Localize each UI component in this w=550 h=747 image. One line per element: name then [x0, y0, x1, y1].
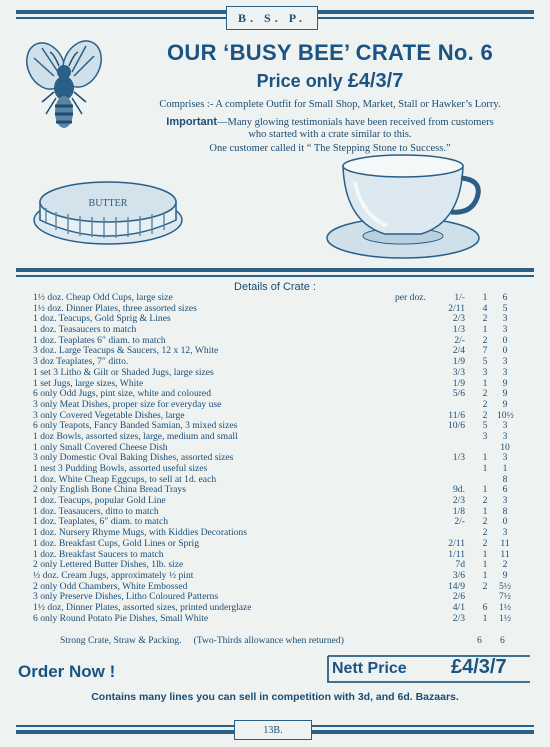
order-now-text: Order Now ! [18, 662, 116, 681]
price-line [120, 70, 540, 93]
list-item: 3 only Covered Vegetable Dishes, large 11/6 2 10½ [33, 409, 514, 421]
crate-line [60, 635, 344, 646]
list-item: 1 set 3 Litho & Gilt or Shaded Jugs, large sizes 3/3 3 3 [33, 366, 508, 378]
list-item: 1 set Jugs, large sizes, White 1/9 1 9 [33, 377, 508, 389]
list-item: 1 doz. Teaplates, 6″ diam. to match 2/- 2 0 [33, 516, 508, 528]
list-item: 1½ doz, Dinner Plates, assorted sizes, printed underglaze 4/1 6 1½ [33, 601, 511, 613]
list-item: 1 nest 3 Pudding Bowls, assorted useful sizes 1 1 [33, 463, 508, 474]
list-item: 1 doz. Teacups, Gold Sprig & Lines 2/3 2 3 [33, 313, 508, 325]
list-item: 2 only Odd Chambers, White Embossed 14/9 2 5½ [33, 580, 511, 592]
list-item: ½ doz. Cream Jugs, approximately ½ pint 3/6 1 9 [33, 569, 508, 581]
list-item: 6 only Teapots, Fancy Banded Samian, 3 mixed sizes 10/6 5 3 [33, 420, 508, 432]
mid-rule-thick [16, 268, 534, 272]
list-item: 3 only Domestic Oval Baking Dishes, assorted sizes 1/3 1 3 [33, 452, 508, 464]
list-item: 2 only English Bone China Bread Trays 9d. 1 6 [33, 484, 508, 496]
page-number: 13B. [234, 720, 312, 740]
important-text-2: who started with a crate similar to this. [248, 129, 412, 140]
list-item: 1 doz. Breakfast Saucers to match 1/11 1 11 [33, 548, 510, 560]
list-item: 3 doz Teaplates, 7″ ditto. 1/9 5 3 [33, 356, 508, 368]
list-item: 3 only Preserve Dishes, Litho Coloured Patterns 2/6 7½ [33, 591, 511, 603]
crate-shillings: 6 [477, 635, 482, 646]
list-item: 1 doz Bowls, assorted sizes, large, medium and small 3 3 [33, 430, 508, 442]
price-amount: £4/3/7 [347, 70, 404, 92]
list-item: 3 doz. Large Teacups & Saucers, 12 x 12, White 2/4 7 0 [33, 345, 508, 357]
list-item: 1 doz. Teasaucers to match 1/3 1 3 [33, 324, 508, 336]
list-item: 6 only Odd Jugs, pint size, white and coloured 5/6 2 9 [33, 388, 508, 400]
details-title: Details of Crate : [234, 281, 316, 293]
important-note [120, 116, 540, 141]
comprises-text: Comprises :- A complete Outfit for Small Shop, Market, Stall or Hawker’s Lorry. [159, 99, 501, 110]
list-item: 1½ doz. Dinner Plates, three assorted sizes 2/11 4 5 [33, 302, 508, 314]
bee-illustration [24, 36, 106, 136]
list-item: 2 only Lettered Butter Dishes, 1lb. size 7d 1 2 [33, 559, 508, 571]
list-item: 1 doz. Breakfast Cups, Gold Lines or Sprig 2/11 2 11 [33, 537, 510, 549]
page-title: OUR ‘BUSY BEE’ CRATE No. 6 [166, 40, 494, 65]
mid-rule-thin [16, 275, 534, 277]
list-item: 1 doz. Teasaucers, ditto to match 1/8 1 8 [33, 505, 508, 517]
items-list [33, 293, 523, 624]
list-item: 3 only Meat Dishes, proper size for everyday use 2 9 [33, 398, 508, 410]
contains-text: Contains many lines you can sell in competition with 3d, and 6d. Bazaars. [91, 691, 459, 703]
list-item: 6 only Round Potato Pie Dishes, Small White 2/3 1 1½ [33, 612, 511, 624]
list-item: 1 doz. White Cheap Eggcups, to sell at 1d. each 8 [33, 473, 508, 485]
dish-lettering: BUTTER [88, 198, 128, 209]
important-text-1: —Many glowing testimonials have been received from customers [217, 117, 494, 128]
customer-quote: One customer called it “ The Stepping Stone to Success.” [209, 143, 451, 154]
crate-note: (Two-Thirds allowance when returned) [193, 635, 344, 646]
important-label: Important [166, 116, 217, 128]
per-doz-label: per doz. [395, 292, 426, 303]
price-label: Price only [256, 71, 343, 91]
nett-price-label: Nett Price [332, 660, 407, 677]
nett-price-amount: £4/3/7 [451, 656, 507, 678]
list-item: 1 doz. Teaplates 6″ diam. to match 2/- 2 0 [33, 334, 508, 346]
crate-desc: Strong Crate, Straw & Packing. [60, 635, 182, 646]
list-item: 1½ doz. Cheap Odd Cups, large size per doz. 1/- 1 6 [33, 292, 508, 303]
list-item: 1 doz. Nursery Rhyme Mugs, with Kiddies Decorations 2 3 [33, 527, 508, 539]
header-code: B. S. P. [226, 6, 318, 30]
list-item: 1 doz. Teacups, popular Gold Line 2/3 2 3 [33, 495, 508, 507]
butter-dish-illustration [28, 162, 188, 252]
list-item: 1 only Small Covered Cheese Dish 10 [33, 441, 510, 453]
crate-pence: 6 [500, 635, 505, 646]
teacup-illustration [325, 152, 485, 262]
